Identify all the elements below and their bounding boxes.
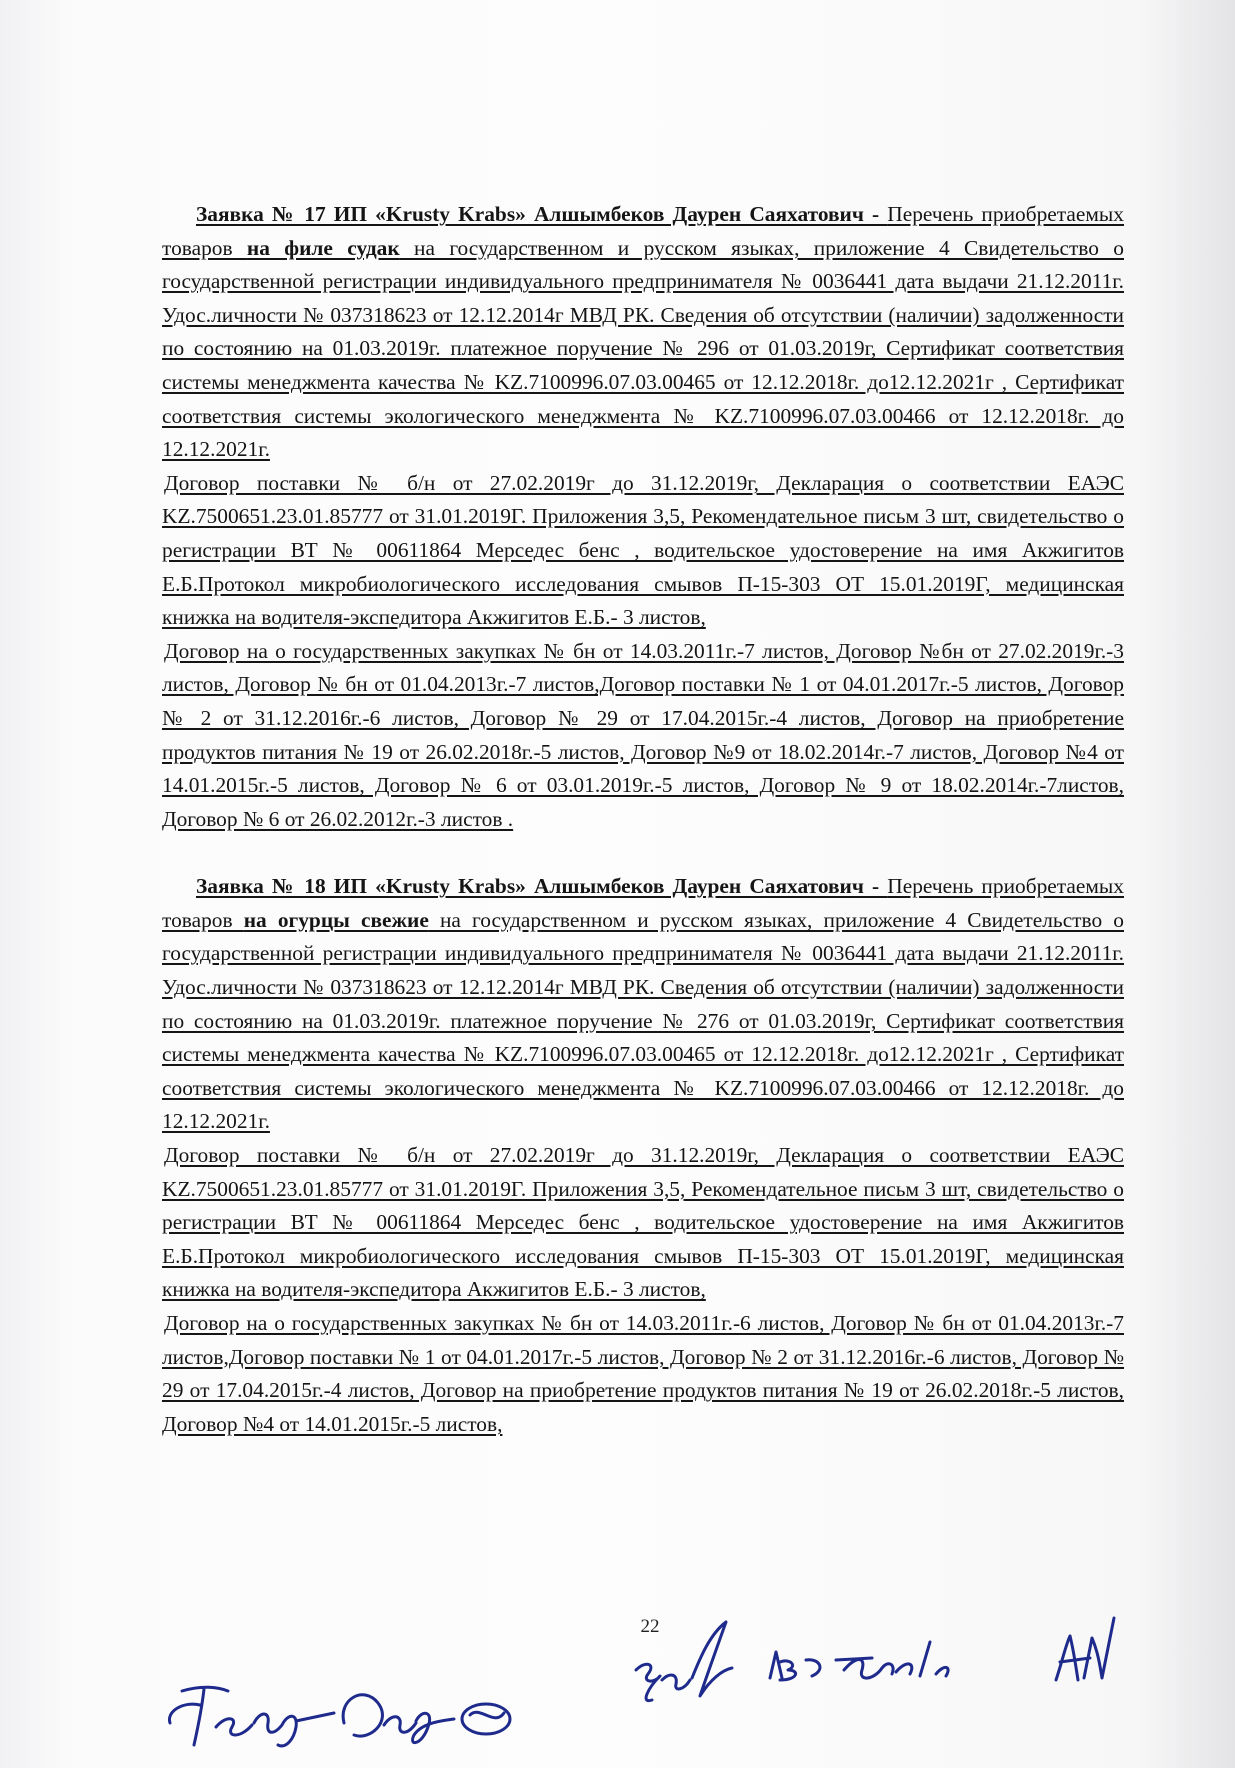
application-17-heading: Заявка № 17 ИП «Krusty Krabs» Алшымбеков Даурен Саяхатович - (196, 202, 888, 226)
application-17-contract-paragraph: Договор поставки № б/н от 27.02.2019г до 31.12.2019г, Декларация о соответствии ЕАЭС KZ.7500651.23.01.85777 от 31.01.2019Г. Приложения 3,5, Рекомендательное письм 3 шт, свидетельство о регистрации ВТ № 00611864 Мерседес бенс , водительское удостоверение на имя Акжигитов Е.Б.Протокол микробиологического исследования смывов П-15-303 ОТ 15.01.2019Г, медицинская книжка на водителя-экспедитора Акжигитов Е.Б.- 3 листов, (162, 470, 1124, 630)
signature-3 (1050, 1608, 1120, 1688)
application-17-agreements-paragraph: Договор на о государственных закупках № бн от 14.03.2011г.-7 листов, Договор №бн от 27.02.2019г.-3 листов, Договор № бн от 01.04.2013г.-7 листов,Договор поставки № 1 от 04.01.2017г.-5 листов, Договор № 2 от 31.12.2016г.-6 листов, Договор № 29 от 17.04.2015г.-4 листов, Договор на приобретение продуктов питания № 19 от 26.02.2018г.-5 листов, Договор №9 от 18.02.2014г.-7 листов, Договор №4 от 14.01.2015г.-5 листов, Договор № 6 от 03.01.2019г.-5 листов, Договор № 9 от 18.02.2014г.-7листов, Договор № 6 от 26.02.2012г.-3 листов . (162, 638, 1124, 831)
application-18-paragraph (162, 870, 1124, 1139)
signature-1 (158, 1665, 528, 1750)
signature-2 (630, 1614, 990, 1724)
application-17-text-b: на государственном и русском языках, приложение 4 Свидетельство о государственной регистрации индивидуального предпринимателя № 0036441 дата выдачи 21.12.2011г. Удос.личности № 037318623 от 12.12.2014г МВД РК. Сведения об отсутствии (наличии) задолженности по состоянию на 01.03.2019г. платежное поручение № 296 от 01.03.2019г, Сертификат соответствия системы менеджмента качества № KZ.7100996.07.03.00465 от 12.12.2018г. до12.12.2021г , Сертификат соответствия системы экологического менеджмента № KZ.7100996.07.03.00466 от 12.12.2018г. до 12.12.2021г. (162, 235, 1124, 462)
application-18-heading: Заявка № 18 ИП «Krusty Krabs» Алшымбеков Даурен Саяхатович - (196, 874, 888, 899)
application-18-agreements-paragraph: Договор на о государственных закупках № бн от 14.03.2011г.-6 листов, Договор № бн от 01.04.2013г.-7 листов,Договор поставки № 1 от 04.01.2017г.-5 листов, Договор № 2 от 31.12.2016г.-6 листов, Договор № 29 от 17.04.2015г.-4 листов, Договор на приобретение продуктов питания № 19 от 26.02.2018г.-5 листов, Договор №4 от 14.01.2015г.-5 листов, (162, 1311, 1124, 1436)
application-18-text-b: на государственном и русском языках, приложение 4 Свидетельство о государственной регистрации индивидуального предпринимателя № 0036441 дата выдачи 21.12.2011г. Удос.личности № 037318623 от 12.12.2014г МВД РК. Сведения об отсутствии (наличии) задолженности по состоянию на 01.03.2019г. платежное поручение № 276 от 01.03.2019г, Сертификат соответствия системы менеджмента качества № KZ.7100996.07.03.00465 от 12.12.2018г. до12.12.2021г , Сертификат соответствия системы экологического менеджмента № KZ.7100996.07.03.00466 от 12.12.2018г. до 12.12.2021г. (162, 907, 1124, 1134)
application-18-text-a: Перечень приобретаемых товаров (162, 874, 1124, 932)
application-18-contract-paragraph: Договор поставки № б/н от 27.02.2019г до 31.12.2019г, Декларация о соответствии ЕАЭС KZ.7500651.23.01.85777 от 31.01.2019Г. Приложения 3,5, Рекомендательное письм 3 шт, свидетельство о регистрации ВТ № 00611864 Мерседес бенс , водительское удостоверение на имя Акжигитов Е.Б.Протокол микробиологического исследования смывов П-15-303 ОТ 15.01.2019Г, медицинская книжка на водителя-экспедитора Акжигитов Е.Б.- 3 листов, (162, 1143, 1124, 1302)
document-body (162, 198, 1124, 1441)
application-18-product: на огурцы свежие (243, 907, 429, 932)
section-gap (162, 836, 1124, 870)
application-17-text-a: Перечень приобретаемых товаров (162, 202, 1124, 260)
application-17-product: на филе судак (246, 235, 400, 260)
application-17-paragraph (162, 198, 1124, 467)
page-number: 22 (640, 1616, 660, 1637)
